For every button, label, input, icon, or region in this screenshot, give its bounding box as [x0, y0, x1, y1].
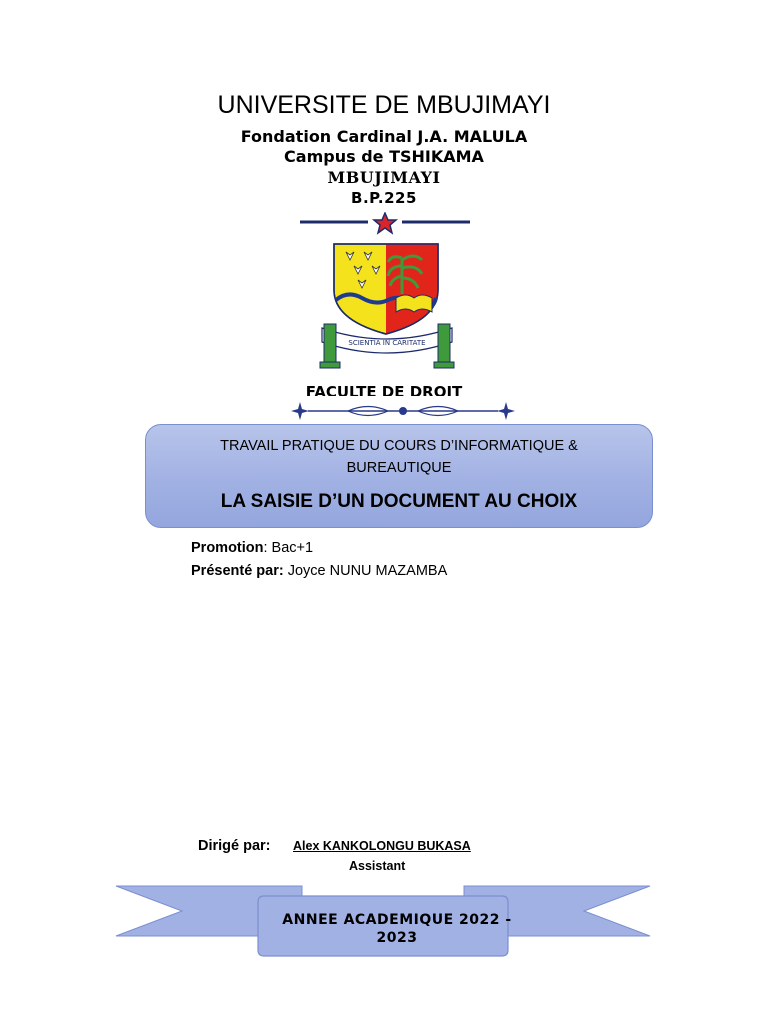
faculty-name: FACULTE DE DROIT [305, 383, 463, 396]
university-name: UNIVERSITE DE MBUJIMAYI [217, 91, 551, 119]
university-crest-icon [318, 238, 458, 372]
city-name: MBUJIMAYI [327, 168, 441, 187]
director-name: Alex KANKOLONGU BUKASA [293, 839, 471, 853]
presenter-line [191, 561, 447, 581]
star-divider-icon [298, 212, 472, 236]
crest-motto: SCIENTIA IN CARITATE [348, 339, 426, 347]
director-role: Assistant [349, 859, 406, 873]
director-label: Dirigé par: [198, 838, 271, 854]
document-title: LA SAISIE D’UN DOCUMENT AU CHOIX [220, 491, 578, 512]
course-title: TRAVAIL PRATIQUE DU COURS D’INFORMATIQUE & BUREAUTIQUE [220, 438, 578, 476]
promotion-label: Promotion [191, 540, 264, 556]
promotion-value: : Bac+1 [263, 540, 314, 556]
campus-name: Campus de TSHIKAMA [284, 147, 484, 166]
promotion-line [191, 538, 313, 558]
po-box: B.P.225 [351, 189, 417, 207]
ornament-divider-icon [288, 400, 518, 422]
foundation-name: Fondation Cardinal J.A. MALULA [240, 127, 528, 146]
presenter-label: Présenté par: [191, 563, 284, 579]
academic-year: ANNEE ACADEMIQUE 2022 - 2023 [282, 912, 512, 946]
presenter-value: Joyce NUNU MAZAMBA [283, 563, 448, 579]
title-box [145, 424, 653, 528]
